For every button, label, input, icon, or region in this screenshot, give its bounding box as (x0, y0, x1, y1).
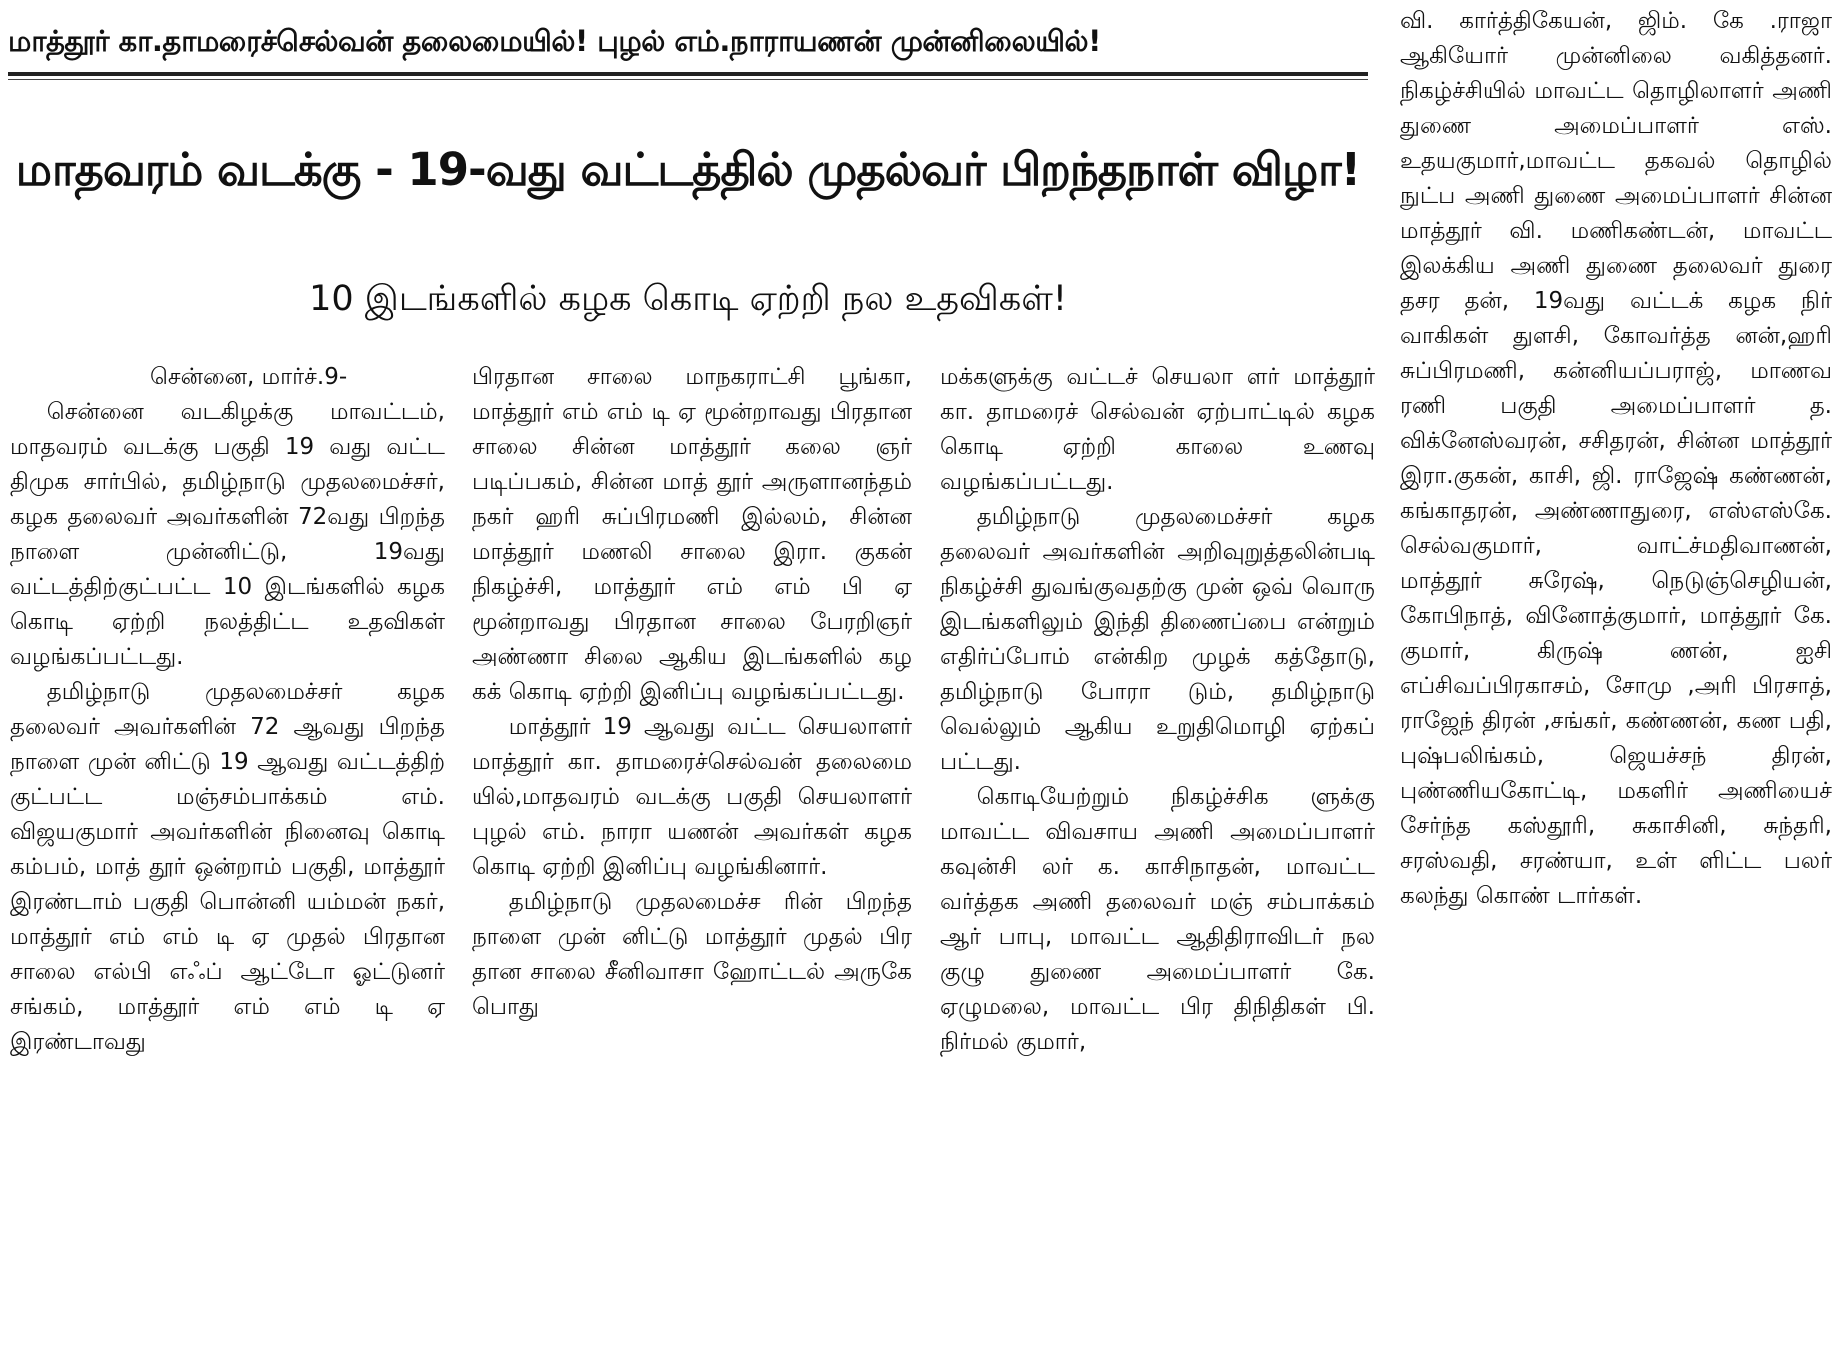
article-paragraph: மக்களுக்கு வட்டச் செயலா ளர் மாத்தூர் கா. தாமரைச் செல்வன் ஏற்பாட்டில் கழக கொடி ஏற்றி காலை உணவு வழங்கப்பட்டது. (940, 364, 1375, 495)
article-paragraph: மாத்தூர் 19 ஆவது வட்ட செயலாளர் மாத்தூர் கா. தாமரைச்செல்வன் தலைமை யில்,மாதவரம் வடக்கு பகுதி செயலாளர் புழல் எம். நாரா யணன் அவர்கள் கழக கொடி ஏற்றி இனிப்பு வழங்கினார். (472, 714, 912, 880)
article-subheadline: 10 இடங்களில் கழக கொடி ஏற்றி நல உதவிகள்! (309, 279, 1067, 319)
article-paragraph: கொடியேற்றும் நிகழ்ச்சிக ளுக்கு மாவட்ட விவசாய அணி அமைப்பாளர் கவுன்சி லர் க. காசிநாதன், மாவட்ட வர்த்தக அணி தலைவர் மஞ் சம்பாக்கம் ஆர் பாபு, மாவட்ட ஆதிதிராவிடர் நல குழு துணை அமைப்பாளர் கே. ஏழுமலை, மாவட்ட பிர திநிதிகள் பி. நிர்மல் குமார், (940, 784, 1375, 1055)
article-headline: மாதவரம் வடக்கு - 19-வது வட்டத்தில் முதல்வர் பிறந்தநாள் விழா! (15, 143, 1361, 196)
article-paragraph: தமிழ்நாடு முதலமைச்சர் கழக தலைவர் அவர்களின் 72 ஆவது பிறந்த நாளை முன் னிட்டு 19 ஆவது வட்டத்திற் குட்பட்ட மஞ்சம்பாக்கம் எம். விஜயகுமார் அவர்களின் நினைவு கொடி கம்பம், மாத் தூர் ஒன்றாம் பகுதி, மாத்தூர் இரண்டாம் பகுதி பொன்னி யம்மன் நகர், மாத்தூர் எம் எம் டி ஏ முதல் பிரதான சாலை எல்பி எஃப் ஆட்டோ ஓட்டுனர் சங்கம், மாத்தூர் எம் எம் டி ஏ இரண்டாவது (10, 679, 445, 1055)
article-paragraph: சென்னை வடகிழக்கு மாவட்டம், மாதவரம் வடக்கு பகுதி 19 வது வட்ட திமுக சார்பில், தமிழ்நாடு முதலமைச்சர், கழக தலைவர் அவர்களின் 72வது பிறந்த நாளை முன்னிட்டு, 19வது வட்டத்திற்குட்பட்ட 10 இடங்களில் கழக கொடி ஏற்றி நலத்திட்ட உதவிகள் வழங்கப்பட்டது. (10, 399, 445, 670)
article-paragraph: வி. கார்த்திகேயன், ஜிம். கே .ராஜா ஆகியோர் முன்னிலை வகித்தனர். நிகழ்ச்சியில் மாவட்ட தொழிலாளர் அணி துணை அமைப்பாளர் எஸ். உதயகுமார்,மாவட்ட தகவல் தொழில் நுட்ப அணி துணை அமைப்பாளர் சின்ன மாத்தூர் வி. மணிகண்டன், மாவட்ட இலக்கிய அணி துணை தலைவர் துரை தசர தன், 19வது வட்டக் கழக நிர் வாகிகள் துளசி, கோவர்த்த னன்,ஹரி சுப்பிரமணி, கன்னியப்பராஜ், மாணவ ரணி பகுதி அமைப்பாளர் த. விக்னேஸ்வரன், சசிதரன், சின்ன மாத்தூர் இரா.குகன், காசி, ஜி. ராஜேஷ் கண்ணன், கங்காதரன், அண்ணாதுரை, எஸ்எஸ்கே. செல்வகுமார், வாட்ச்மதிவாணன், மாத்தூர் சுரேஷ், நெடுஞ்செழியன், கோபிநாத், வினோத்குமார், மாத்தூர் கே. குமார், கிருஷ் ணன், ஐசி எப்சிவப்பிரகாசம், சோமு ,அரி பிரசாத், ராஜேந் திரன் ,சங்கர், கண்ணன், கண பதி, புஷ்பலிங்கம், ஜெயச்சந் திரன், புண்ணியகோட்டி, மகளிர் அணியைச் சேர்ந்த கஸ்தூரி, சுகாசினி, சுந்தரி, சரஸ்வதி, சரண்யா, உள் ளிட்ட பலர் கலந்து கொண் டார்கள். (1400, 8, 1832, 909)
article-column-2 (472, 360, 912, 1360)
article-kicker: மாத்தூர் கா.தாமரைச்செல்வன் தலைமையில்! புழல் எம்.நாராயணன் முன்னிலையில்! (8, 24, 1101, 58)
article-column-4 (1400, 4, 1832, 1364)
article-paragraph: பிரதான சாலை மாநகராட்சி பூங்கா, மாத்தூர் எம் எம் டி ஏ மூன்றாவது பிரதான சாலை சின்ன மாத்தூர் கலை ஞர் படிப்பகம், சின்ன மாத் தூர் அருளானந்தம் நகர் ஹரி சுப்பிரமணி இல்லம், சின்ன மாத்தூர் மணலி சாலை இரா. குகன் நிகழ்ச்சி, மாத்தூர் எம் எம் பி ஏ மூன்றாவது பிரதான சாலை பேரறிஞர் அண்ணா சிலை ஆகிய இடங்களில் கழ கக் கொடி ஏற்றி இனிப்பு வழங்கப்பட்டது. (472, 364, 912, 705)
article-column-3 (940, 360, 1375, 1360)
article-column-1 (10, 360, 445, 1360)
kicker-rule-thin (8, 79, 1368, 80)
article-paragraph: தமிழ்நாடு முதலமைச்சர் கழக தலைவர் அவர்களின் அறிவுறுத்தலின்படி நிகழ்ச்சி துவங்குவதற்கு முன் ஒவ் வொரு இடங்களிலும் இந்தி திணைப்பை என்றும் எதிர்ப்போம் என்கிற முழக் கத்தோடு, தமிழ்நாடு போரா டும், தமிழ்நாடு வெல்லும் ஆகிய உறுதிமொழி ஏற்கப் பட்டது. (940, 504, 1375, 775)
kicker-rule (8, 72, 1368, 76)
article-dateline: சென்னை, மார்ச்.9- (150, 364, 348, 390)
article-paragraph: தமிழ்நாடு முதலமைச்ச ரின் பிறந்த நாளை முன் னிட்டு மாத்தூர் முதல் பிர தான சாலை சீனிவாசா ஹோட்டல் அருகே பொது (472, 889, 912, 1020)
